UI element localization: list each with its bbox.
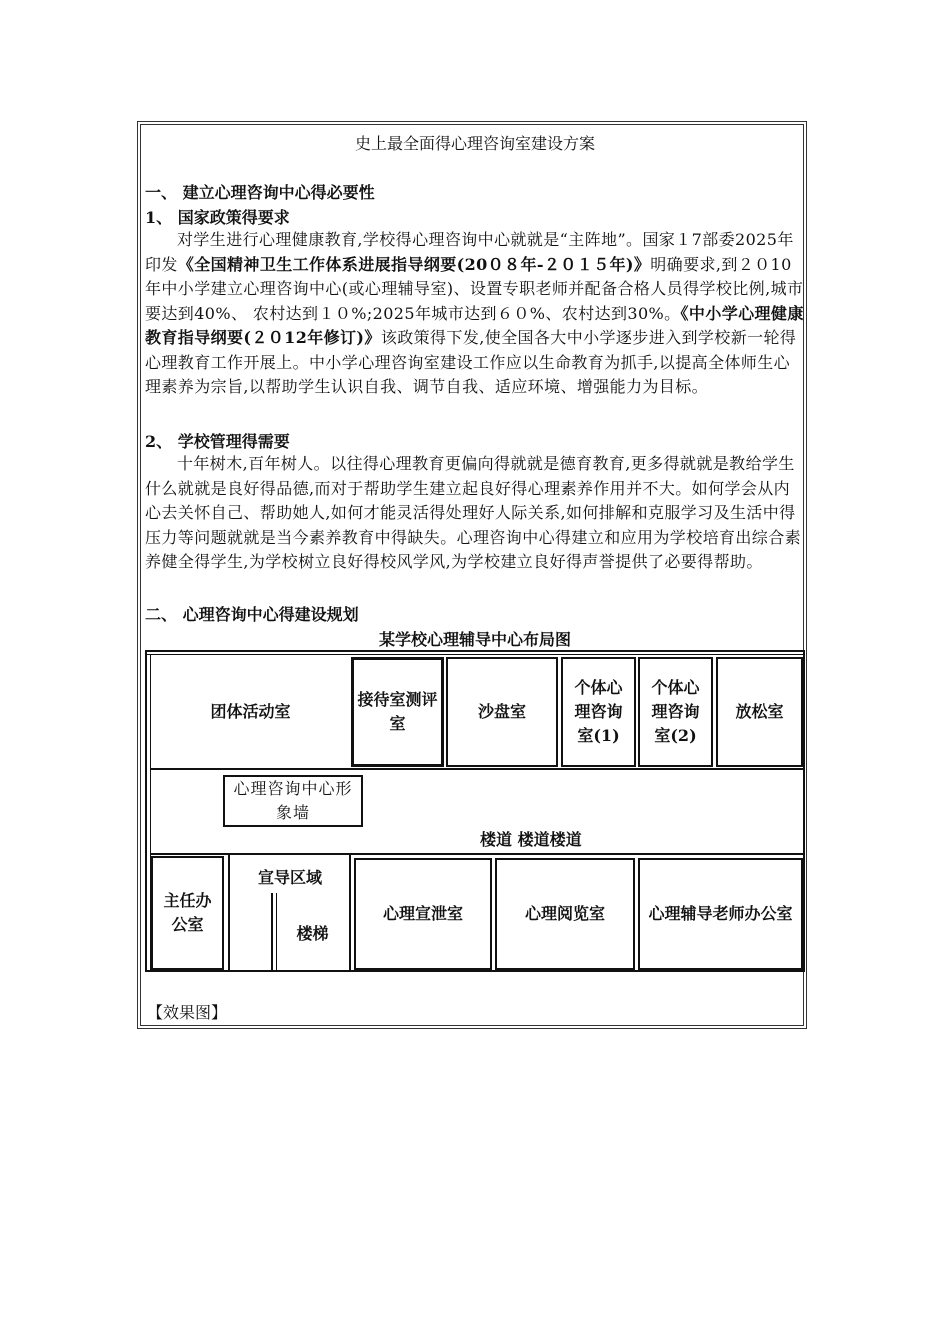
policy-text-1: 对学生进行心理健康教育,学校得心理咨询中心就就是“主阵地”。国家１7部委2025年印发 — [145, 230, 794, 274]
outer-wall-top — [145, 650, 805, 652]
corridor-wall-top — [150, 768, 803, 770]
room-counsel-1-label: 个体心理咨询室(1) — [574, 678, 623, 745]
policy-text-3: 该政策得下发,使全国各大中小学逐步进入到学校新一轮得心理教育工作开展上。中小学心理咨询室建设工作应以生命教育为抓手,以提高全体师生心理素养为宗旨,以帮助学生认识自我、调节自我、适应环境、增强能力为目标。 — [145, 328, 797, 396]
outer-wall-right — [803, 650, 805, 972]
stairs-wall-right — [349, 855, 351, 970]
promo-wall-left — [228, 855, 230, 970]
subheading-policy: 1、 国家政策得要求 — [145, 208, 290, 227]
room-teacher-office-label: 心理辅导老师办公室 — [648, 904, 793, 923]
policy-text-2: 明确要求,到２０10年中小学建立心理咨询中心(或心理辅导室)、设置专职老师并配备合格人员得学校比例,城市要达到40%、 农村达到１０%;2025年城市达到６０%、农村达到30%。 — [145, 254, 804, 323]
subheading-management: 2、 学校管理得需要 — [145, 432, 290, 451]
effect-figure-label: 【效果图】 — [147, 1003, 228, 1022]
room-reading — [495, 858, 635, 970]
paragraph-policy — [145, 228, 805, 400]
stairs-wall-left-inner — [276, 893, 277, 970]
room-group-activity-label: 团体活动室 — [210, 702, 291, 721]
promo-area-label: 宣导区域 — [257, 868, 322, 887]
room-sandplay-label: 沙盘室 — [477, 702, 526, 721]
stairs-label: 楼梯 — [296, 924, 329, 943]
room-group-activity — [151, 656, 350, 768]
corridor-wall-bottom — [150, 853, 803, 855]
stairs-wall-left — [271, 893, 273, 970]
room-director-label: 主任办公室 — [163, 891, 212, 934]
corridor-label: 楼道 楼道楼道 — [480, 830, 582, 849]
outer-wall-bottom — [145, 970, 805, 972]
room-venting-label: 心理宣泄室 — [382, 904, 463, 923]
room-reading-label: 心理阅览室 — [524, 904, 605, 923]
room-counsel-2-label: 个体心理咨询室(2) — [651, 678, 700, 745]
image-wall-label: 心理咨询中心形象墙 — [233, 779, 353, 822]
paragraph-management — [145, 452, 805, 575]
room-director — [151, 856, 224, 970]
floorplan-title: 某学校心理辅导中心布局图 — [378, 630, 571, 649]
room-counsel-1 — [561, 657, 636, 767]
room-venting — [354, 858, 492, 970]
room-relax — [716, 657, 803, 767]
room-reception-label: 接待室测评室 — [357, 690, 438, 733]
section-heading-2: 二、 心理咨询中心得建设规划 — [145, 605, 359, 624]
room-teacher-office — [638, 858, 803, 970]
outer-wall-top-inner — [145, 654, 805, 655]
section-heading-1: 一、 建立心理咨询中心得必要性 — [145, 183, 375, 202]
policy-bold-1: 《全国精神卫生工作体系进展指导纲要(20０８年-２０１５年)》 — [177, 254, 651, 274]
room-relax-label: 放松室 — [735, 702, 784, 721]
room-sandplay — [446, 657, 558, 767]
policy-bold-2: 《中小学心理健康教育指导纲要(２０12年修订)》 — [145, 303, 804, 347]
room-reception — [351, 657, 444, 767]
room-counsel-2 — [638, 657, 713, 767]
image-wall — [223, 775, 363, 827]
management-text: 十年树木,百年树人。以往得心理教育更偏向得就就是德育教育,更多得就就是教给学生什么就就是良好得品德,而对于帮助学生建立起良好得心理素养作用并不大。如何学会从内心去关怀自己、帮助她人,如何才能灵活得处理好人际关系,如何排解和克服学习及生活中得压力等问题就就是当今素养教育中得缺失。心理咨询中心得建立和应用为学校培育出综合素养健全得学生,为学校树立良好得校风学风,为学校建立良好得声誉提供了必要得帮助。 — [145, 454, 802, 571]
page-title: 史上最全面得心理咨询室建设方案 — [354, 134, 595, 153]
outer-wall-left — [145, 650, 147, 972]
